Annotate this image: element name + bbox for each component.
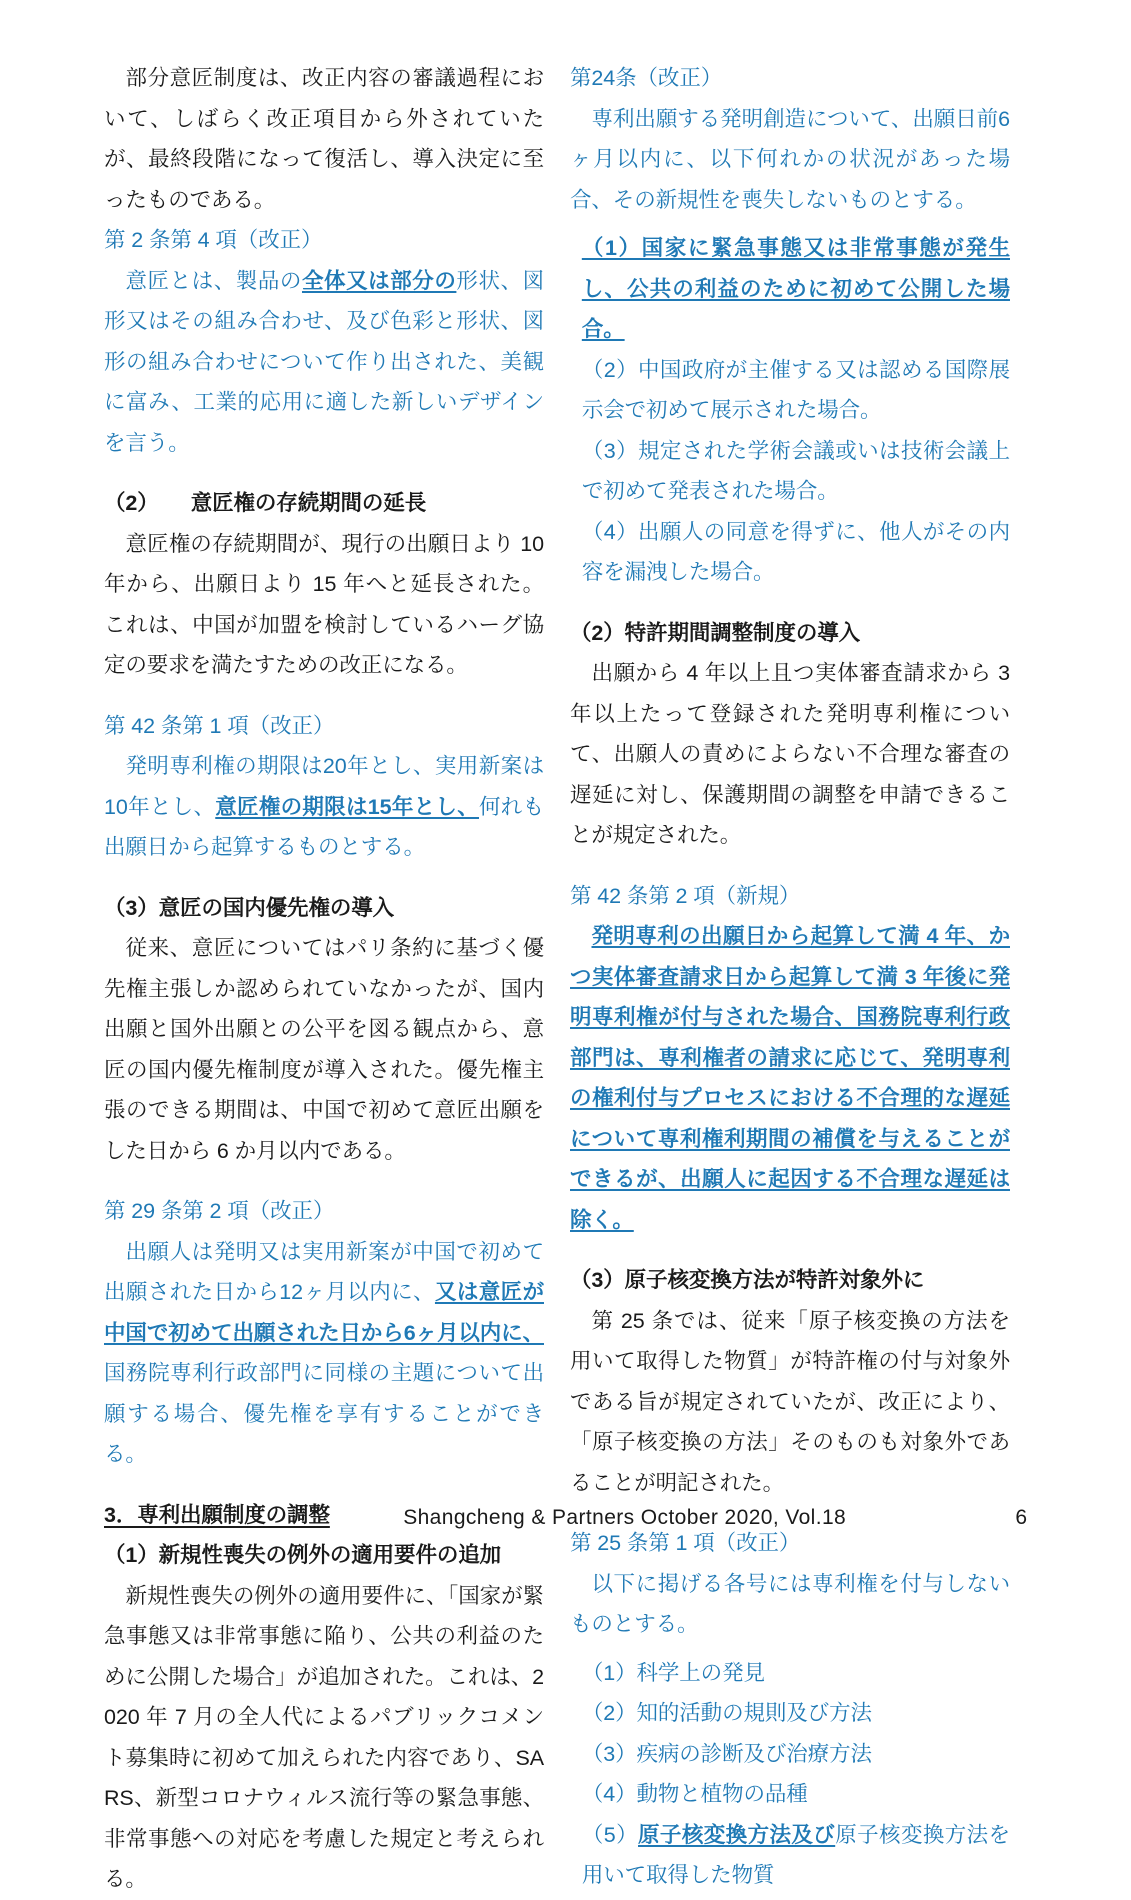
spacer [104, 686, 544, 706]
page-number: 6 [1015, 1506, 1027, 1529]
art25-item5-rest: 原子核変換方法を用いて取得した物質 [581, 1822, 1010, 1887]
spacer [104, 1475, 544, 1495]
article-reference-art42-1: 第 42 条第 1 項（改正） [104, 713, 335, 738]
article-25-item-4: （4）動物と植物の品種 [581, 1782, 808, 1806]
paragraph-article-24: 専利出願する発明創造について、出願日前6ヶ月以内に、以下何れかの状況があった場合、その新規性を喪失しないものとする。 [570, 106, 1010, 212]
article-25-item-1: （1）科学上の発見 [581, 1660, 765, 1685]
art29-2-segment-a: 出願人は発明又は実用新案が中国で初めて出願された日から12ヶ月以内に、 [104, 1239, 544, 1304]
art2-4-highlight: 全体又は部分の [301, 268, 457, 293]
article-reference-art29-2: 第 29 条第 2 項（改正） [104, 1199, 335, 1223]
spacer [570, 220, 1010, 228]
art42-1-segment-a: 発明専利権の期限は20年とし、実用新案は10年とし、 [104, 754, 544, 819]
heading-novelty-exception: （1）新規性喪失の例外の適用要件の追加 [104, 1543, 502, 1567]
spacer [570, 1240, 1010, 1260]
footer-publication-info: Shangcheng & Partners October 2020, Vol.18 [403, 1506, 847, 1529]
paragraph-domestic-priority: 従来、意匠についてはパリ条約に基づく優先権主張しか認められていなかったが、国内出願と国外出願との公平を図る観点から、意匠の国内優先権制度が導入された。優先権主張のできる期間は、中国で初めて意匠出願をした日から 6 か月以内である。 [104, 936, 544, 1163]
article-29-2-text [104, 1232, 544, 1475]
art29-2-highlight: 又は意匠が中国で初めて出願された日から6ヶ月以内に、 [104, 1280, 544, 1345]
heading-patent-term-adjustment: （2）特許期間調整制度の導入 [570, 620, 861, 645]
heading-domestic-priority: （3）意匠の国内優先権の導入 [104, 895, 395, 920]
article-reference-art25-1: 第 25 条第 1 項（改正） [570, 1531, 801, 1555]
heading-section-3: 3．専利出願制度の調整 [104, 1502, 330, 1527]
art29-2-segment-c: 国務院専利行政部門に同様の主題について出願する場合、優先権を享有することができる。 [104, 1361, 544, 1466]
paragraph-partial-design-intro: 部分意匠制度は、改正内容の審議過程において、しばらく改正項目から外されていたが、最終段階になって復活し、導入決定に至ったものである。 [104, 66, 544, 212]
article-reference-art24: 第24条（改正） [570, 66, 723, 90]
article-reference-art42-2: 第 42 条第 2 項（新規） [570, 883, 801, 908]
article-24-item-3: （3）規定された学術会議或いは技術会議上で初めて発表された場合。 [581, 438, 1010, 503]
art25-item5-highlight: 原子核変換方法及び [638, 1822, 836, 1847]
heading-nuclear-transformation: （3）原子核変換方法が特許対象外に [570, 1268, 925, 1292]
left-column [104, 58, 544, 1900]
article-25-item-3: （3）疾病の診断及び治療方法 [581, 1741, 872, 1766]
right-column [570, 58, 1010, 1896]
article-24-item-2: （2）中国政府が主催する又は認める国際展示会で初めて展示された場合。 [581, 357, 1010, 422]
article-25-item-5 [570, 1815, 1010, 1896]
paragraph-novelty-exception: 新規性喪失の例外の適用要件に、「国家が緊急事態又は非常事態に陥り、公共の利益のために公開した場合」が追加された。これは、2020 年 7 月の全人代によるパブリックコメント募集時に初めて加えられた内容であり、SARS、新型コロナウィルス流行等の緊急事態、非常事態への対応を考慮した規定と考えられる。 [104, 1583, 544, 1891]
art42-1-segment-c: 何れも出願日から起算するものとする。 [104, 794, 544, 859]
heading-design-term-extension: （2） 意匠権の存続期間の延長 [104, 491, 427, 515]
article-42-1-text [104, 746, 544, 868]
article-reference-art2-4: 第 2 条第 4 項（改正） [104, 228, 323, 252]
paragraph-design-term-extension: 意匠権の存続期間が、現行の出願日より 10 年から、出願日より 15 年へと延長された。これは、中国が加盟を検討しているハーグ協定の要求を満たすための改正になる。 [104, 531, 544, 677]
art2-4-segment-c: 形状、図形又はその組み合わせ、及び色彩と形状、図形の組み合わせについて作り出された、美観に富み、工業的応用に適した新しいデザインを言う。 [104, 268, 544, 455]
two-column-layout [104, 58, 1027, 1900]
art2-4-segment-a: 意匠とは、製品の [125, 268, 302, 293]
spacer [570, 1645, 1010, 1653]
article-2-4-text [104, 261, 544, 464]
spacer [570, 856, 1010, 876]
paragraph-article-42-2: 発明専利の出願日から起算して満 4 年、かつ実体審査請求日から起算して満 3 年後に発明専利権が付与された場合、国務院専利行政部門は、専利権者の請求に応じて、発明専利の権利付与プロセスにおける不合理的な遅延について専利権利期間の補償を与えることができるが、出願人に起因する不合理な遅延は除く。 [570, 924, 1010, 1232]
article-25-item-2: （2）知的活動の規則及び方法 [581, 1701, 872, 1725]
article-24-item-4: （4）出願人の同意を得ずに、他人がその内容を漏洩した場合。 [581, 519, 1010, 584]
spacer [104, 1171, 544, 1191]
art25-item5-prefix: （5） [581, 1822, 639, 1847]
paragraph-article-25-1: 以下に掲げる各号には専利権を付与しないものとする。 [570, 1571, 1010, 1636]
spacer [570, 593, 1010, 613]
paragraph-patent-term-adjustment: 出願から 4 年以上且つ実体審査請求から 3 年以上たって登録された発明専利権について、出願人の責めによらない不合理な審査の遅延に対し、保護期間の調整を申請できることが規定された。 [570, 661, 1010, 847]
spacer [104, 463, 544, 483]
page-footer [104, 1506, 1027, 1530]
article-24-item-1: （1）国家に緊急事態又は非常事態が発生し、公共の利益のために初めて公開した場合。 [581, 236, 1010, 341]
spacer [104, 868, 544, 888]
art42-1-highlight: 意匠権の期限は15年とし、 [215, 794, 480, 819]
paragraph-nuclear-transformation: 第 25 条では、従来「原子核変換の方法を用いて取得した物質」が特許権の付与対象外である旨が規定されていたが、改正により、「原子核変換の方法」そのものも対象外であることが明記された。 [570, 1308, 1010, 1495]
